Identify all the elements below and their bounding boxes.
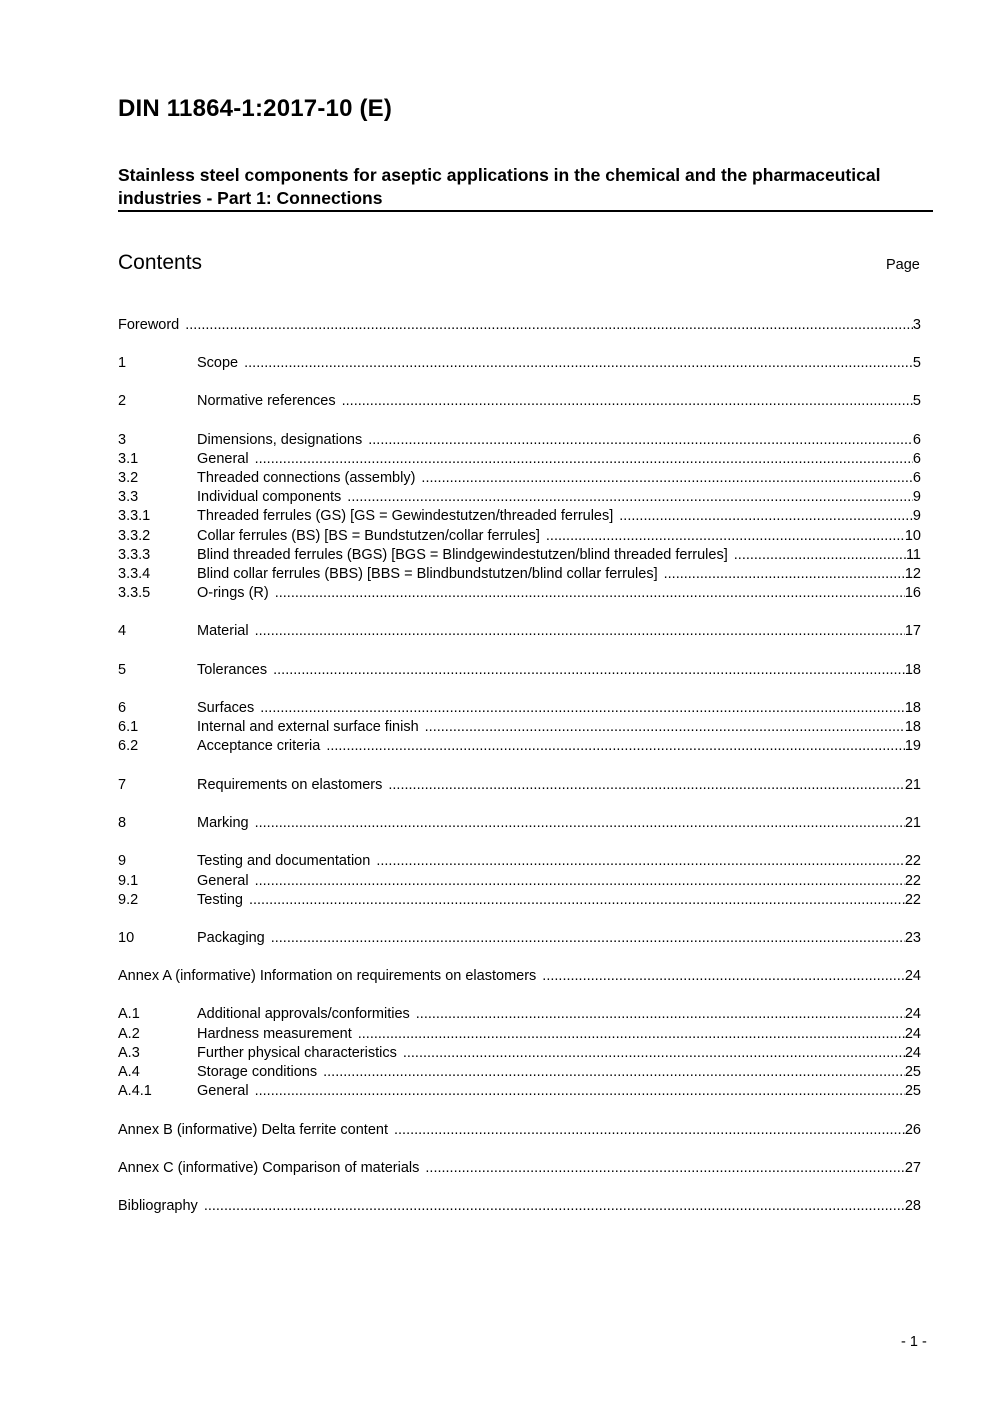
toc-dot-leader	[255, 622, 905, 641]
toc-entry-page: 3	[912, 317, 921, 333]
toc-dot-leader	[255, 814, 905, 833]
toc-dot-leader	[273, 661, 905, 680]
toc-dot-leader	[416, 1005, 905, 1024]
toc-entry-number: 3.2	[118, 470, 139, 486]
toc-entry-page: 24	[904, 968, 921, 984]
toc-entry-label: Collar ferrules (BS) [BS = Bundstutzen/collar ferrules]	[197, 528, 540, 544]
toc-dot-leader	[425, 1159, 904, 1178]
toc-entry-number: 4	[118, 623, 127, 639]
toc-entry-label: General	[197, 873, 249, 889]
toc-entry[interactable]	[118, 431, 921, 450]
toc-entry[interactable]	[118, 776, 921, 795]
document-title: Stainless steel components for aseptic applications in the chemical and the pharmaceutical industries - Part 1: Connections	[118, 165, 881, 208]
toc-entry-label: Annex C (informative) Comparison of materials	[118, 1160, 420, 1176]
toc-entry[interactable]	[118, 450, 921, 469]
toc-entry-page: 22	[904, 853, 921, 869]
toc-dot-leader	[358, 1025, 905, 1044]
toc-entry[interactable]	[118, 929, 921, 948]
toc-dot-leader	[185, 316, 913, 335]
toc-entry-label: Individual components	[197, 489, 342, 505]
toc-entry-number: A.2	[118, 1026, 140, 1042]
toc-entry-label: Threaded connections (assembly)	[197, 470, 416, 486]
toc-entry-number: 6.2	[118, 738, 139, 754]
document-id: DIN 11864-1:2017-10 (E)	[118, 95, 393, 122]
toc-entry-number: 2	[118, 393, 127, 409]
toc-entry-number: 1	[118, 355, 127, 371]
toc-entry-number: 3.3.4	[118, 566, 151, 582]
toc-entry-label: Acceptance criteria	[197, 738, 321, 754]
toc-entry[interactable]	[118, 1082, 921, 1101]
toc-entry-page: 23	[904, 930, 921, 946]
toc-dot-leader	[394, 1121, 905, 1140]
toc-dot-leader	[425, 718, 905, 737]
toc-entry-page: 25	[904, 1083, 921, 1099]
toc-entry-number: 3.3	[118, 489, 139, 505]
toc-dot-leader	[347, 488, 913, 507]
toc-entry[interactable]	[118, 527, 921, 546]
toc-entry-page: 18	[904, 700, 921, 716]
toc-entry-number: 3.3.1	[118, 508, 151, 524]
toc-dot-leader	[376, 852, 905, 871]
toc-entry-number: 3.1	[118, 451, 139, 467]
toc-entry-number: 3.3.5	[118, 585, 151, 601]
toc-entry[interactable]	[118, 546, 921, 565]
toc-entry-page: 9	[912, 489, 921, 505]
toc-entry-label: Threaded ferrules (GS) [GS = Gewindestutzen/threaded ferrules]	[197, 508, 614, 524]
toc-entry-page: 21	[904, 815, 921, 831]
toc-entry[interactable]	[118, 1197, 921, 1216]
title-divider	[118, 210, 933, 212]
toc-entry-number: 9.2	[118, 892, 139, 908]
toc-dot-leader	[368, 431, 913, 450]
toc-entry-page: 22	[904, 892, 921, 908]
toc-dot-leader	[326, 737, 905, 756]
toc-entry-label: Dimensions, designations	[197, 432, 363, 448]
toc-dot-leader	[388, 776, 904, 795]
toc-entry-label: Additional approvals/conformities	[197, 1006, 410, 1022]
toc-entry-number: 5	[118, 662, 127, 678]
toc-dot-leader	[421, 469, 913, 488]
toc-entry-page: 25	[904, 1064, 921, 1080]
toc-dot-leader	[204, 1197, 905, 1216]
toc-dot-leader	[542, 967, 905, 986]
toc-entry-page: 17	[904, 623, 921, 639]
toc-entry[interactable]	[118, 814, 921, 833]
toc-entry-number: 3.3.3	[118, 547, 151, 563]
page-number-footer: - 1 -	[901, 1334, 927, 1350]
toc-dot-leader	[244, 354, 913, 373]
toc-entry-page: 27	[904, 1160, 921, 1176]
toc-entry-label: Storage conditions	[197, 1064, 318, 1080]
toc-dot-leader	[255, 450, 913, 469]
toc-entry[interactable]	[118, 891, 921, 910]
toc-entry[interactable]	[118, 1044, 921, 1063]
toc-entry-label: Further physical characteristics	[197, 1045, 397, 1061]
toc-entry-page: 19	[904, 738, 921, 754]
toc-entry-page: 6	[912, 432, 921, 448]
toc-entry[interactable]	[118, 1025, 921, 1044]
toc-dot-leader	[275, 584, 905, 603]
toc-dot-leader	[249, 891, 905, 910]
toc-entry[interactable]	[118, 622, 921, 641]
toc-dot-leader	[271, 929, 905, 948]
toc-entry-page: 12	[904, 566, 921, 582]
toc-entry-number: 6	[118, 700, 127, 716]
toc-entry[interactable]	[118, 718, 921, 737]
toc-entry[interactable]	[118, 967, 921, 986]
toc-entry-page: 11	[905, 547, 921, 563]
toc-entry-label: Hardness measurement	[197, 1026, 352, 1042]
toc-entry-page: 10	[904, 528, 921, 544]
toc-entry-label: Testing and documentation	[197, 853, 371, 869]
toc-dot-leader	[260, 699, 905, 718]
toc-entry-page: 6	[912, 451, 921, 467]
toc-entry-label: Bibliography	[118, 1198, 198, 1214]
toc-entry-number: 10	[118, 930, 135, 946]
toc-entry-number: A.1	[118, 1006, 140, 1022]
toc-dot-leader	[323, 1063, 905, 1082]
toc-dot-leader	[619, 507, 913, 526]
toc-entry-label: Testing	[197, 892, 243, 908]
toc-entry-number: 8	[118, 815, 127, 831]
toc-entry-label: General	[197, 451, 249, 467]
toc-entry[interactable]	[118, 565, 921, 584]
toc-dot-leader	[664, 565, 905, 584]
toc-entry-page: 24	[904, 1026, 921, 1042]
toc-entry[interactable]	[118, 1005, 921, 1024]
toc-entry[interactable]	[118, 1063, 921, 1082]
toc-entry-page: 24	[904, 1006, 921, 1022]
contents-heading: Contents	[118, 251, 203, 274]
toc-entry-number: 6.1	[118, 719, 139, 735]
toc-entry-number: 3	[118, 432, 127, 448]
page-column-heading: Page	[886, 257, 920, 273]
toc-entry-number: A.3	[118, 1045, 140, 1061]
toc-entry-label: Tolerances	[197, 662, 268, 678]
toc-entry[interactable]	[118, 1159, 921, 1178]
toc-entry-label: General	[197, 1083, 249, 1099]
toc-entry[interactable]	[118, 1121, 921, 1140]
toc-dot-leader	[734, 546, 906, 565]
toc-entry-page: 24	[904, 1045, 921, 1061]
toc-entry-label: Foreword	[118, 317, 180, 333]
toc-entry-page: 6	[912, 470, 921, 486]
toc-entry-number: A.4	[118, 1064, 140, 1080]
toc-entry-page: 5	[912, 355, 921, 371]
toc-entry-label: Blind collar ferrules (BBS) [BBS = Blindbundstutzen/blind collar ferrules]	[197, 566, 658, 582]
toc-entry-label: Annex B (informative) Delta ferrite content	[118, 1122, 388, 1138]
toc-entry[interactable]	[118, 392, 921, 411]
toc-entry-label: O-rings (R)	[197, 585, 269, 601]
toc-entry[interactable]	[118, 507, 921, 526]
toc-entry[interactable]	[118, 469, 921, 488]
toc-entry-number: 3.3.2	[118, 528, 151, 544]
toc-entry-number: 9	[118, 853, 127, 869]
toc-dot-leader	[255, 1082, 905, 1101]
toc-entry[interactable]	[118, 488, 921, 507]
toc-entry-label: Normative references	[197, 393, 336, 409]
toc-dot-leader	[403, 1044, 905, 1063]
toc-entry-label: Scope	[197, 355, 239, 371]
toc-entry-page: 26	[904, 1122, 921, 1138]
toc-entry-number: 9.1	[118, 873, 139, 889]
toc-entry[interactable]	[118, 316, 921, 335]
toc-entry-page: 5	[912, 393, 921, 409]
toc-entry[interactable]	[118, 699, 921, 718]
toc-dot-leader	[255, 872, 905, 891]
toc-entry-page: 18	[904, 662, 921, 678]
toc-dot-leader	[342, 392, 913, 411]
toc-entry-label: Packaging	[197, 930, 265, 946]
toc-entry[interactable]	[118, 661, 921, 680]
toc-entry-label: Surfaces	[197, 700, 255, 716]
toc-entry-page: 21	[904, 777, 921, 793]
toc-entry-label: Blind threaded ferrules (BGS) [BGS = Blindgewindestutzen/blind threaded ferrules]	[197, 547, 728, 563]
toc-entry[interactable]	[118, 737, 921, 756]
toc-entry-page: 18	[904, 719, 921, 735]
toc-entry[interactable]	[118, 354, 921, 373]
toc-dot-leader	[546, 527, 905, 546]
toc-entry-page: 16	[904, 585, 921, 601]
toc-entry-number: 7	[118, 777, 127, 793]
toc-entry-label: Material	[197, 623, 249, 639]
toc-entry[interactable]	[118, 872, 921, 891]
toc-entry-label: Internal and external surface finish	[197, 719, 419, 735]
toc-entry-page: 28	[904, 1198, 921, 1214]
toc-entry-label: Annex A (informative) Information on requirements on elastomers	[118, 968, 537, 984]
toc-entry-label: Marking	[197, 815, 249, 831]
toc-entry-label: Requirements on elastomers	[197, 777, 383, 793]
toc-entry-page: 9	[912, 508, 921, 524]
toc-entry[interactable]	[118, 852, 921, 871]
toc-entry-page: 22	[904, 873, 921, 889]
toc-entry[interactable]	[118, 584, 921, 603]
toc-entry-number: A.4.1	[118, 1083, 152, 1099]
